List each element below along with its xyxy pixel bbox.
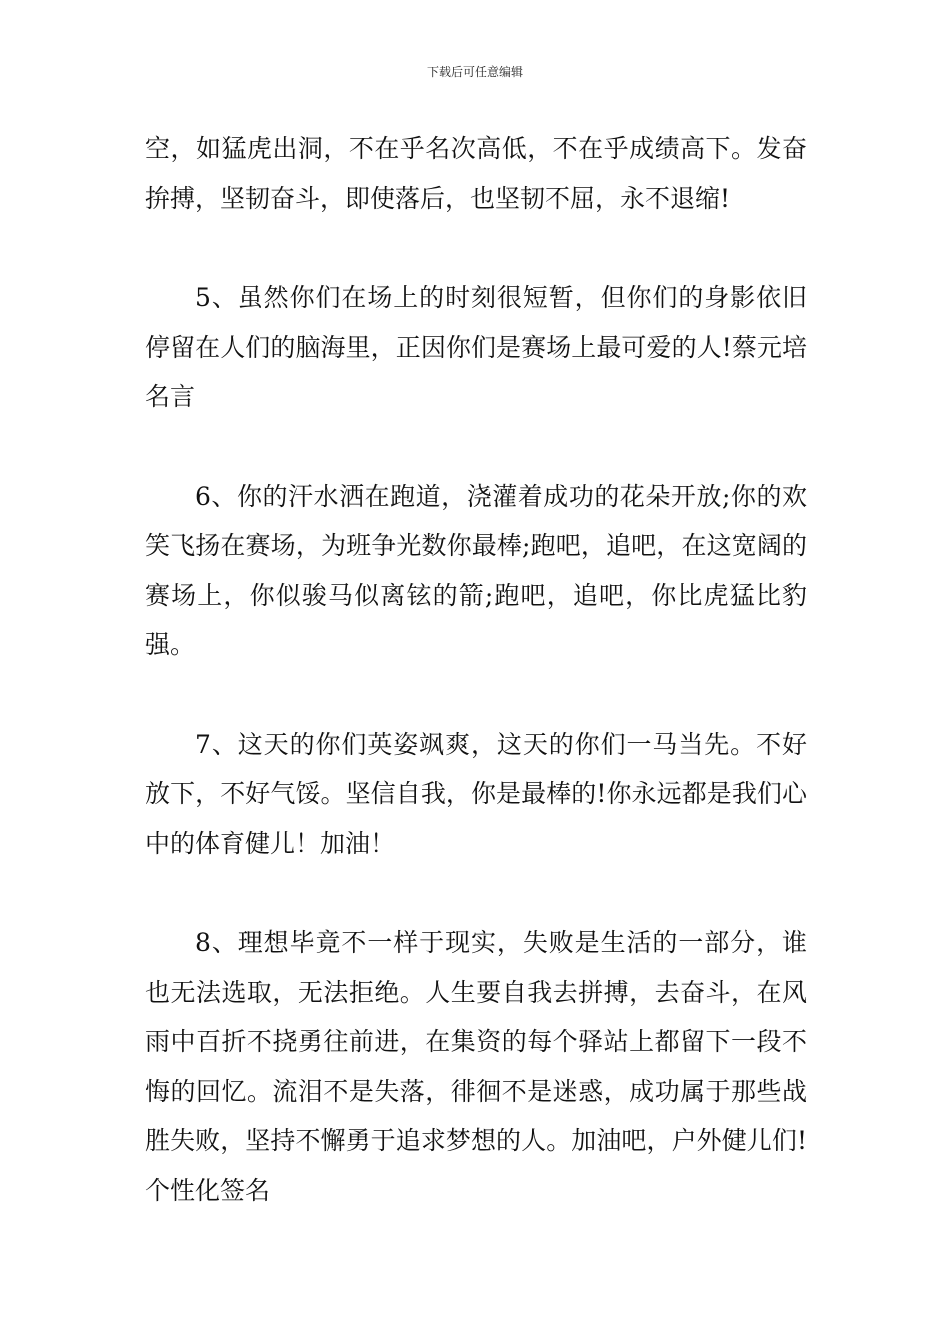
paragraph-gap — [145, 422, 807, 472]
paragraph-5: 5、虽然你们在场上的时刻很短暂，但你们的身影依旧停留在人们的脑海里，正因你们是赛场上最可爱的人!蔡元培名言 — [145, 283, 807, 411]
paragraph-8: 8、理想毕竟不一样于现实，失败是生活的一部分，谁也无法选取，无法拒绝。人生要自我去拼搏，去奋斗，在风雨中百折不挠勇往前进，在集资的每个驿站上都留下一段不悔的回忆。流泪不是失落，徘徊不是迷惑，成功属于那些战胜失败，坚持不懈勇于追求梦想的人。加油吧，户外健儿们!个性化签名 — [145, 928, 807, 1205]
paragraph-gap — [145, 670, 807, 720]
paragraph-gap — [145, 868, 807, 918]
paragraph-4-continued: 空，如猛虎出洞，不在乎名次高低，不在乎成绩高下。发奋拚搏，坚韧奋斗，即使落后，也坚韧不屈，永不退缩! — [145, 134, 807, 213]
paragraph-gap — [145, 223, 807, 273]
paragraph-6: 6、你的汗水洒在跑道，浇灌着成功的花朵开放;你的欢笑飞扬在赛场，为班争光数你最棒;跑吧，追吧，在这宽阔的赛场上，你似骏马似离铉的箭;跑吧，追吧，你比虎猛比豹强。 — [145, 481, 807, 659]
document-body — [145, 124, 807, 1215]
paragraph-7: 7、这天的你们英姿飒爽，这天的你们一马当先。不好放下，不好气馁。坚信自我，你是最棒的!你永远都是我们心中的体育健儿！加油！ — [145, 729, 807, 858]
page-header: 下载后可任意编辑 — [426, 65, 523, 79]
